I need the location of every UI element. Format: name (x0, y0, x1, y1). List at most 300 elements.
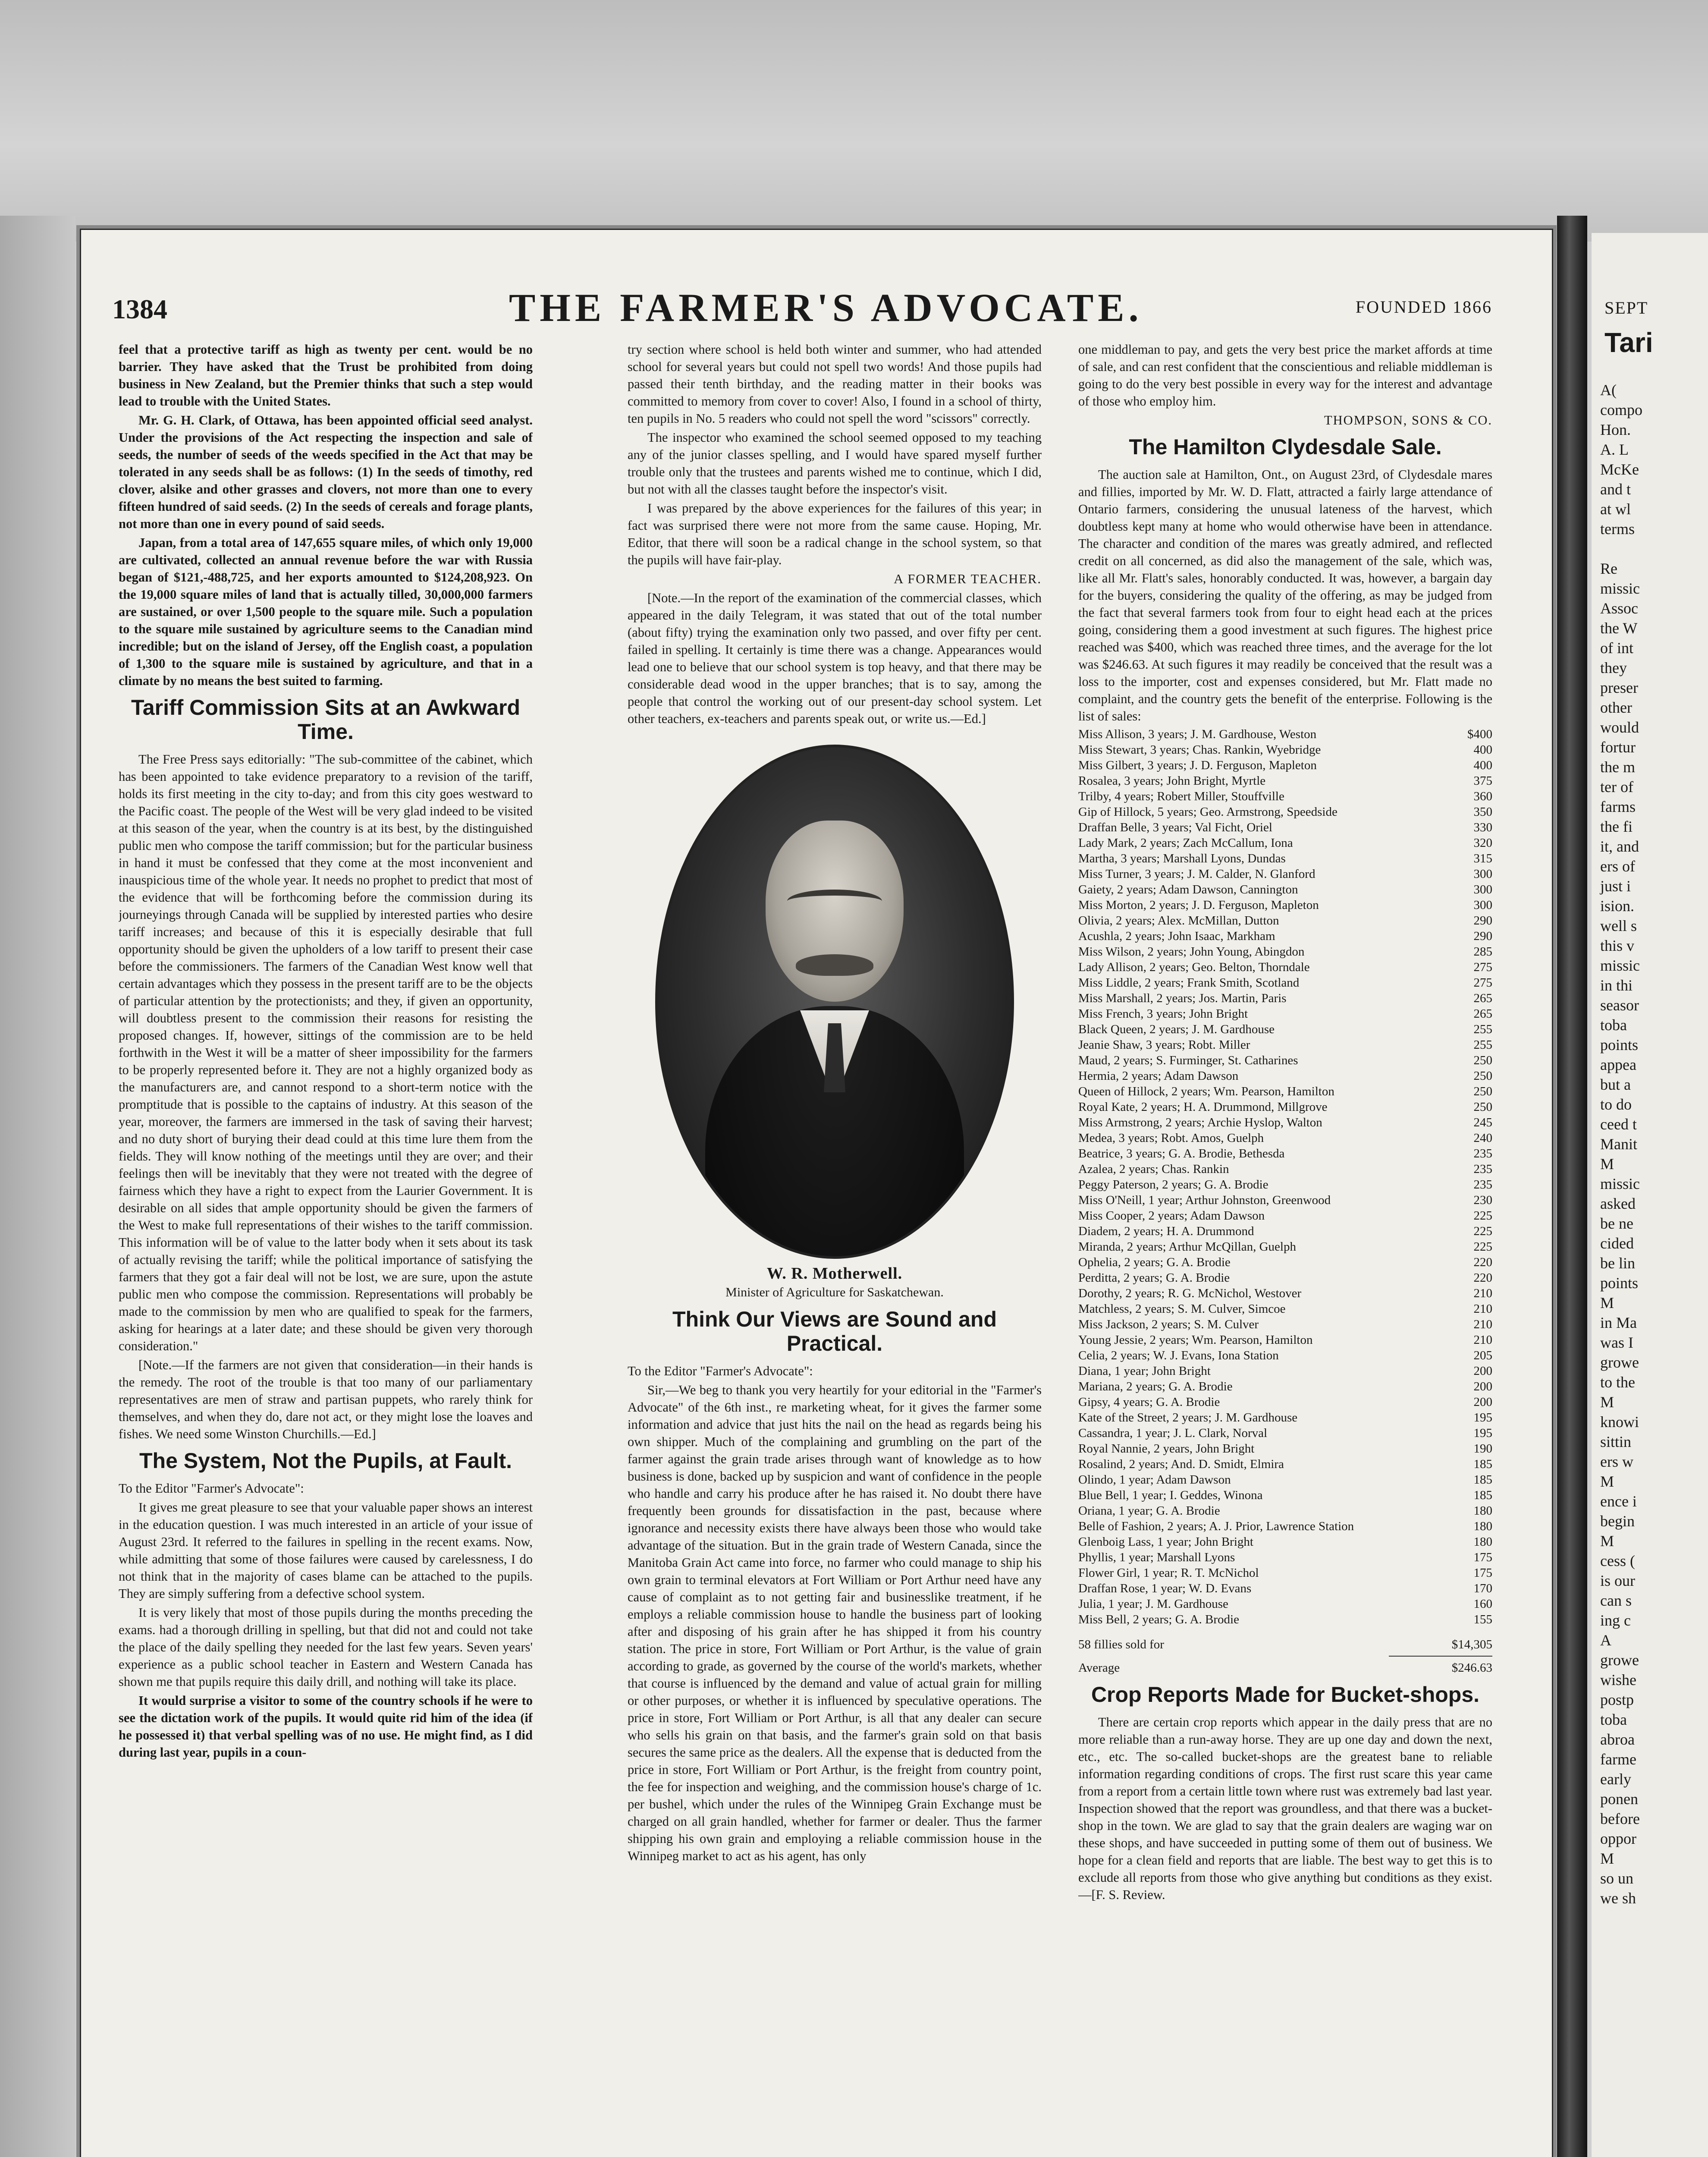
adjacent-text-fragment: preser (1600, 679, 1638, 696)
adjacent-text-fragment: farme (1600, 1751, 1636, 1768)
adjacent-text-fragment: M (1600, 1532, 1614, 1550)
adjacent-text-fragment: toba (1600, 1711, 1627, 1728)
signature: THOMPSON, SONS & CO. (1324, 413, 1492, 428)
adjacent-text-fragment: just i (1600, 877, 1631, 895)
sale-price: 275 (1473, 960, 1492, 974)
adjacent-text-fragment: ceed t (1600, 1116, 1637, 1133)
adjacent-text-fragment: McKe (1600, 461, 1639, 478)
sale-price: 330 (1473, 821, 1492, 834)
sales-row (1078, 1410, 1492, 1425)
total-label: 58 fillies sold for (1078, 1638, 1164, 1651)
sales-row (1078, 1006, 1492, 1022)
sale-entry: Miss Jackson, 2 years; S. M. Culver (1078, 1317, 1259, 1331)
sale-entry: Maud, 2 years; S. Furminger, St. Catharines (1078, 1053, 1298, 1067)
sale-entry: Miss Morton, 2 years; J. D. Ferguson, Mapleton (1078, 898, 1319, 912)
sales-row (1078, 1534, 1492, 1550)
sales-totals (1078, 1636, 1492, 1676)
adjacent-text-fragment: to the (1600, 1374, 1635, 1391)
sale-entry: Matchless, 2 years; S. M. Culver, Simcoe (1078, 1302, 1286, 1316)
adjacent-text-fragment: be ne (1600, 1215, 1633, 1232)
total-rule (1389, 1656, 1492, 1657)
sale-entry: Miss O'Neill, 1 year; Arthur Johnston, Greenwood (1078, 1193, 1331, 1207)
sale-price: 155 (1473, 1613, 1492, 1626)
sale-entry: Miss Liddle, 2 years; Frank Smith, Scotland (1078, 976, 1300, 990)
sale-price: 235 (1473, 1178, 1492, 1192)
publication-title: THE FARMER'S ADVOCATE. (509, 286, 1143, 330)
sale-entry: Diadem, 2 years; H. A. Drummond (1078, 1224, 1254, 1238)
sale-entry: Olindo, 1 year; Adam Dawson (1078, 1473, 1231, 1487)
sales-row (1078, 928, 1492, 944)
sale-price: 195 (1473, 1426, 1492, 1440)
adjacent-text-fragment: growe (1600, 1354, 1639, 1371)
sale-price: 225 (1473, 1240, 1492, 1254)
adjacent-text-fragment: farms (1600, 798, 1636, 815)
adjacent-text-fragment: ter of (1600, 778, 1633, 796)
adjacent-text-fragment: appea (1600, 1056, 1636, 1073)
adjacent-text-fragment: early (1600, 1770, 1631, 1788)
sales-row (1078, 959, 1492, 975)
paragraph: The inspector who examined the school seemed opposed to my teaching any of the junior classes spelling, and I would have spared myself further trouble only that the trustees and parents wished me to continue, which I did, but not with all the classes taught before the inspector's visit. (628, 430, 1042, 497)
average-value: $246.63 (1451, 1661, 1492, 1675)
sale-entry: Beatrice, 3 years; G. A. Brodie, Bethesda (1078, 1147, 1285, 1160)
adjacent-text-fragment: ponen (1600, 1790, 1638, 1808)
editor-note: [Note.—In the report of the examination of the commercial classes, which appeared in the daily Telegram, it was stated that out of the total number (about fifty) trying the examination only two passed, and over fifty per cent. failed in spelling. It certainly is time there was a change. Appearances would lead one to believe that our school system is top heavy, and that there may be considerable dead wood in the upper branches; that is to say, among the people that control the working out of our present-day school system. Let other teachers, ex-teachers and parents speak out, or write us.—Ed.] (628, 591, 1042, 726)
sales-row (1078, 1208, 1492, 1223)
sale-entry: Martha, 3 years; Marshall Lyons, Dundas (1078, 852, 1286, 865)
sale-entry: Miss Armstrong, 2 years; Archie Hyslop, Walton (1078, 1116, 1322, 1129)
sales-row (1078, 1456, 1492, 1472)
sale-entry: Azalea, 2 years; Chas. Rankin (1078, 1162, 1229, 1176)
portrait-caption-name: W. R. Motherwell. (766, 1264, 903, 1283)
portrait-figure (634, 745, 1035, 1301)
sale-entry: Lady Allison, 2 years; Geo. Belton, Thorndale (1078, 960, 1310, 974)
sales-row (1078, 1301, 1492, 1317)
sale-entry: Hermia, 2 years; Adam Dawson (1078, 1069, 1239, 1083)
sale-price: 300 (1473, 867, 1492, 881)
sale-price: 250 (1473, 1085, 1492, 1098)
sale-entry: Acushla, 2 years; John Isaac, Markham (1078, 929, 1275, 943)
sales-row (1078, 1441, 1492, 1456)
adjacent-text-fragment: it, and (1600, 838, 1639, 855)
adjacent-page (1592, 233, 1708, 2157)
sales-row (1078, 1503, 1492, 1519)
sale-price: 250 (1473, 1069, 1492, 1083)
sale-price: 290 (1473, 914, 1492, 928)
adjacent-text-fragment: can s (1600, 1592, 1632, 1609)
sale-entry: Mariana, 2 years; G. A. Brodie (1078, 1380, 1233, 1393)
sale-entry: Rosalea, 3 years; John Bright, Myrtle (1078, 774, 1266, 788)
adjacent-page-title: Tari (1604, 327, 1653, 358)
sales-row (1078, 882, 1492, 897)
sale-entry: Blue Bell, 1 year; I. Geddes, Winona (1078, 1488, 1263, 1502)
adjacent-text-fragment: oppor (1600, 1830, 1636, 1847)
sale-price: 180 (1473, 1519, 1492, 1533)
sales-row (1078, 1270, 1492, 1286)
sale-price: 200 (1473, 1395, 1492, 1409)
adjacent-text-fragment: the m (1600, 758, 1635, 776)
sale-price: 230 (1473, 1193, 1492, 1207)
sale-entry: Miss Cooper, 2 years; Adam Dawson (1078, 1209, 1265, 1223)
scan-left-margin (0, 216, 75, 2157)
sale-entry: Miranda, 2 years; Arthur McQillan, Guelph (1078, 1240, 1296, 1254)
sale-price: 185 (1473, 1457, 1492, 1471)
adjacent-text-fragment: A. L (1600, 441, 1629, 458)
sales-row (1078, 913, 1492, 928)
sale-price: 320 (1473, 836, 1492, 850)
adjacent-text-fragment: ers w (1600, 1453, 1633, 1470)
sale-entry: Ophelia, 2 years; G. A. Brodie (1078, 1255, 1231, 1269)
sale-entry: Perditta, 2 years; G. A. Brodie (1078, 1271, 1230, 1285)
adjacent-text-fragment: at wl (1600, 500, 1631, 518)
paragraph: I was prepared by the above experiences for the failures of this year; in fact was surprised there were not more from the same cause. Hoping, Mr. Editor, that there will soon be a radical change in the school system, so that the pupils will have fair-play. (628, 501, 1042, 567)
headline-views: Think Our Views are Sound and Practical. (672, 1307, 997, 1355)
sale-price: 250 (1473, 1053, 1492, 1067)
headline-hamilton: The Hamilton Clydesdale Sale. (1129, 435, 1442, 459)
sales-row (1078, 1332, 1492, 1348)
sale-price: 175 (1473, 1566, 1492, 1580)
adjacent-text-fragment: is our (1600, 1572, 1635, 1589)
sale-price: 300 (1473, 898, 1492, 912)
adjacent-page-fragments (1592, 380, 1708, 1908)
adjacent-text-fragment: missic (1600, 1175, 1640, 1192)
sales-row (1078, 1519, 1492, 1534)
sales-row (1078, 990, 1492, 1006)
sale-price: 265 (1473, 991, 1492, 1005)
paragraph: It is very likely that most of those pupils during the months preceding the exams. had a thorough drilling in spelling, but that did not and could not take the place of the daily spelling they needed for the last few years. Seven years' experience as a public school teacher in Eastern and Western Canada has shown me that pupils require this daily drill, and nothing will take its place. (119, 1605, 533, 1689)
sale-price: 200 (1473, 1380, 1492, 1393)
adjacent-text-fragment: missic (1600, 957, 1640, 974)
sale-entry: Oriana, 1 year; G. A. Brodie (1078, 1504, 1220, 1518)
sale-price: 210 (1473, 1286, 1492, 1300)
sale-entry: Dorothy, 2 years; R. G. McNichol, Westover (1078, 1286, 1302, 1300)
salutation: To the Editor "Farmer's Advocate": (119, 1481, 304, 1496)
sale-entry: Phyllis, 1 year; Marshall Lyons (1078, 1550, 1235, 1564)
sale-entry: Queen of Hillock, 2 years; Wm. Pearson, Hamilton (1078, 1085, 1334, 1098)
sales-row (1078, 1177, 1492, 1192)
sales-row (1078, 1022, 1492, 1037)
total-row (1078, 1636, 1492, 1653)
adjacent-text-fragment: before (1600, 1810, 1640, 1827)
adjacent-text-fragment: and t (1600, 481, 1631, 498)
adjacent-text-fragment: abroa (1600, 1731, 1635, 1748)
sale-price: 375 (1473, 774, 1492, 788)
sale-entry: Kate of the Street, 2 years; J. M. Gardhouse (1078, 1411, 1298, 1424)
adjacent-text-fragment: the fi (1600, 818, 1633, 835)
sales-list (1078, 726, 1492, 1627)
headline-system: The System, Not the Pupils, at Fault. (139, 1449, 512, 1473)
sales-row (1078, 1487, 1492, 1503)
sale-entry: Draffan Belle, 3 years; Val Ficht, Oriel (1078, 821, 1272, 834)
adjacent-text-fragment: M (1600, 1294, 1614, 1311)
sales-row (1078, 1581, 1492, 1596)
sales-row (1078, 1255, 1492, 1270)
sales-row (1078, 1596, 1492, 1612)
sale-entry: Medea, 3 years; Robt. Amos, Guelph (1078, 1131, 1264, 1145)
adjacent-text-fragment: in thi (1600, 977, 1633, 994)
sale-entry: Olivia, 2 years; Alex. McMillan, Dutton (1078, 914, 1279, 928)
sale-entry: Miss Marshall, 2 years; Jos. Martin, Paris (1078, 991, 1287, 1005)
sale-price: 220 (1473, 1271, 1492, 1285)
adjacent-text-fragment: was I (1600, 1334, 1633, 1351)
sale-price: 255 (1473, 1038, 1492, 1052)
average-label: Average (1078, 1661, 1120, 1675)
sales-row (1078, 1286, 1492, 1301)
sale-entry: Gip of Hillock, 5 years; Geo. Armstrong, Speedside (1078, 805, 1338, 819)
sale-price: 160 (1473, 1597, 1492, 1611)
adjacent-text-fragment: points (1600, 1274, 1639, 1292)
sale-entry: Diana, 1 year; John Bright (1078, 1364, 1211, 1378)
sales-row (1078, 820, 1492, 835)
sales-row (1078, 1550, 1492, 1565)
paragraph: The auction sale at Hamilton, Ont., on August 23rd, of Clydesdale mares and fillies, imported by Mr. W. D. Flatt, attracted a fairly large attendance of Ontario farmers, considering the unusual lateness of the harvest, which doubtless kept many at home who would otherwise have been in attendance. The character and condition of the mares was greatly admired, and reflected credit on all concerned, as did also the management of the sale, which was, like all Mr. Flatt's sales, honorably conducted. It was, however, a bargain day for the buyers, considering the quality of the offering, as may be judged from the fact that several farmers took from four to eight head each at the prices going, considering them a good investment at such figures. The highest price reached was $400, which was reached three times, and the average for the lot was $246.63. At such figures it may readily be conceived that the result was a loss to the importer, cost and expenses considered, but Mr. Flatt made no complaint, and the country gets the benefit of the enterprise. Following is the list of sales: (1078, 467, 1492, 723)
adjacent-text-fragment: they (1600, 659, 1627, 676)
founded-note: FOUNDED 1866 (1355, 297, 1492, 317)
sales-row (1078, 897, 1492, 913)
adjacent-text-fragment: postp (1600, 1691, 1634, 1708)
sales-row (1078, 1472, 1492, 1487)
book-spine (1557, 216, 1587, 2157)
adjacent-text-fragment: ers of (1600, 858, 1635, 875)
sales-row (1078, 1037, 1492, 1053)
adjacent-text-fragment: fortur (1600, 739, 1636, 756)
sales-row (1078, 1223, 1492, 1239)
sale-price: 250 (1473, 1100, 1492, 1114)
adjacent-text-fragment: Hon. (1600, 421, 1631, 438)
sales-row (1078, 726, 1492, 742)
sales-row (1078, 1130, 1492, 1146)
adjacent-text-fragment: missic (1600, 580, 1640, 597)
adjacent-text-fragment: toba (1600, 1016, 1627, 1034)
sales-row (1078, 1068, 1492, 1084)
paragraph: It would surprise a visitor to some of the country schools if he were to see the dictation work of the pupils. It would quite rid him of the idea (if he possessed it) that verbal spelling was of no use. He might find, as I did during last year, pupils in a coun- (119, 1693, 533, 1760)
paragraph: try section where school is held both winter and summer, who had attended school for several years but could not spell two words! And those pupils had passed their tenth birthday, and the reading matter in their books was committed to memory from cover to cover! Also, I found in a school of thirty, ten pupils in No. 5 readers who could not spell the word "scissors" correctly. (628, 342, 1042, 426)
paragraph: Mr. G. H. Clark, of Ottawa, has been appointed official seed analyst. Under the provisions of the Act respecting the inspection and sale of seeds, the number of seeds of the weeds specified in the Act that may be tolerated in any seeds shall be as follows: (1) In the seeds of timothy, red clover, alsike and other grasses and clovers, not more than one to every fifteen hundred of said seeds. (2) In the seeds of cereals and forage plants, not more than one in every pound of said seeds. (119, 413, 533, 531)
sale-price: 315 (1473, 852, 1492, 865)
sales-row (1078, 1053, 1492, 1068)
adjacent-text-fragment: M (1600, 1473, 1614, 1490)
paragraph: The Free Press says editorially: "The sub-committee of the cabinet, which has been appointed to take evidence preparatory to a revision of the tariff, holds its first meeting in the city to-day; and from this city goes westward to the Pacific coast. The people of the West will be very glad indeed to be visited at this season of the year, when the country is at its best, by the distinguished public men who compose the tariff commission; but for the particular business in hand it must be confessed that they come at the most inconvenient and inauspicious time of the whole year. It needs no prophet to predict that most of the evidence that will be forthcoming before the commission during its journeyings through Canada will be supplied by interested parties who desire tariff increases; and because of this it is especially desirable that full opportunity should be given the upholders of a low tariff to present their case before the commissioners. The farmers of the Canadian West know well that certain advantages which they possess in the present tariff are to be the objects of particular attention by the protectionists; and they, if given an opportunity, will doubtless present to the commission their reasons for resisting the proposed changes. If, however, sittings of the commission are to be held forthwith in the West it will be a matter of sheer impossibility for the farmers to be properly represented before it. They are not a highly organized body as the manufacturers are, and cannot respond to a short-term notice with the promptitude that is possible to the captains of industry. At this season of the year, moreover, the farmers are immersed in the task of saving their harvest; and no duty short of burying their dead could at this time lure them from the fields. They will know nothing of the meetings until they are over; and their feelings then will be inevitably that they were not treated with the degree of fairness which they have a right to expect from the Laurier Government. It is desirable on all sides that ample opportunity should be given the farmers of the West to make full representations of their wishes to the tariff commission. This information will be of value to the latter body when it sets about its task of actually revising the tariff; while the political importance of satisfying the farmers that they got a fair deal will not be lost, we are sure, upon the astute public men who compose the commission. Representations will probably be made to the commission by men who are qualified to speak for the farmers, asking for hearings at a later date; and these should be given very thorough consideration." (119, 752, 533, 1353)
paragraph: Japan, from a total area of 147,655 square miles, of which only 19,000 are cultivated, collected an annual revenue before the war with Russia began of $121,-488,725, and her exports amounted to $124,208,923. On the 19,000 square miles of land that is actually tilled, 30,000,000 farmers are sustained, or over 1,500 people to the square mile. Such a population to the square mile sustained by agriculture seems to the Canadian mind incredible; but on the island of Jersey, off the English coast, a population of 1,300 to the square mile is sustained by agriculture, and that in a climate by no means the best suited to farming. (119, 535, 533, 688)
adjacent-text-fragment: growe (1600, 1651, 1639, 1669)
adjacent-text-fragment: seasor (1600, 997, 1639, 1014)
sale-price: 190 (1473, 1442, 1492, 1456)
sales-row (1078, 866, 1492, 882)
sales-row (1078, 1612, 1492, 1627)
sale-price: 245 (1473, 1116, 1492, 1129)
adjacent-text-fragment: compo (1600, 401, 1642, 418)
sale-entry: Lady Mark, 2 years; Zach McCallum, Iona (1078, 836, 1293, 850)
adjacent-text-fragment: would (1600, 719, 1639, 736)
sale-entry: Gaiety, 2 years; Adam Dawson, Cannington (1078, 883, 1298, 896)
sale-entry: Celia, 2 years; W. J. Evans, Iona Station (1078, 1349, 1279, 1362)
sale-entry: Flower Girl, 1 year; R. T. McNichol (1078, 1566, 1259, 1580)
sale-entry: Miss Wilson, 2 years; John Young, Abingdon (1078, 945, 1305, 959)
sales-row (1078, 1317, 1492, 1332)
sales-row (1078, 1146, 1492, 1161)
sale-entry: Draffan Rose, 1 year; W. D. Evans (1078, 1582, 1252, 1595)
sales-row (1078, 804, 1492, 820)
column-1 (119, 341, 533, 2157)
masthead (112, 285, 1492, 332)
adjacent-text-fragment: Assoc (1600, 600, 1638, 617)
adjacent-text-fragment: cess ( (1600, 1552, 1635, 1569)
sale-entry: Royal Kate, 2 years; H. A. Drummond, Millgrove (1078, 1100, 1328, 1114)
editor-note: [Note.—If the farmers are not given that consideration—in their hands is the remedy. The root of the trouble is that too many of our parliamentary representatives are men of straw and partisan puppets, who rarely think for themselves, and when they do, dare not act, or they might lose the loaves and fishes. We need some Winston Churchills.—Ed.] (119, 1358, 533, 1441)
portrait-caption-title: Minister of Agriculture for Saskatchewan. (725, 1285, 944, 1299)
sale-price: 185 (1473, 1488, 1492, 1502)
sale-price: 220 (1473, 1255, 1492, 1269)
sale-price: 400 (1473, 743, 1492, 757)
adjacent-text-fragment: we sh (1600, 1890, 1636, 1907)
sale-price: 400 (1473, 758, 1492, 772)
sale-price: $400 (1467, 727, 1492, 741)
sale-price: 360 (1473, 789, 1492, 803)
sale-entry: Jeanie Shaw, 3 years; Robt. Miller (1078, 1038, 1250, 1052)
sales-row (1078, 944, 1492, 959)
sale-entry: Julia, 1 year; J. M. Gardhouse (1078, 1597, 1228, 1611)
average-row (1078, 1659, 1492, 1676)
sale-price: 285 (1473, 945, 1492, 959)
adjacent-text-fragment: M (1600, 1393, 1614, 1411)
paragraph: feel that a protective tariff as high as twenty per cent. would be no barrier. They have asked that the Trust be prohibited from doing business in New Zealand, but the Premier thinks that such a step would lead to trouble with the United States. (119, 342, 533, 409)
adjacent-text-fragment: ence i (1600, 1493, 1637, 1510)
sale-entry: Young Jessie, 2 years; Wm. Pearson, Hamilton (1078, 1333, 1313, 1347)
sale-price: 175 (1473, 1550, 1492, 1564)
adjacent-text-fragment: asked (1600, 1195, 1636, 1212)
sales-row (1078, 835, 1492, 851)
adjacent-text-fragment: so un (1600, 1870, 1634, 1887)
sale-entry: Trilby, 4 years; Robert Miller, Stouffville (1078, 789, 1284, 803)
sale-price: 210 (1473, 1317, 1492, 1331)
sale-price: 235 (1473, 1162, 1492, 1176)
adjacent-text-fragment: Re (1600, 560, 1617, 577)
adjacent-page-header: SEPT (1604, 298, 1648, 318)
paragraph: one middleman to pay, and gets the very best price the market affords at time of sale, and can rest confident that the conscientious and reliable middleman is going to do the very best possible in every way for the interest and advantage of those who employ him. (1078, 342, 1492, 409)
adjacent-text-fragment: well s (1600, 917, 1637, 934)
adjacent-text-fragment: begin (1600, 1512, 1635, 1530)
sale-entry: Miss Bell, 2 years; G. A. Brodie (1078, 1613, 1239, 1626)
sale-price: 205 (1473, 1349, 1492, 1362)
sales-row (1078, 1363, 1492, 1379)
adjacent-text-fragment: ision. (1600, 897, 1635, 915)
sale-price: 170 (1473, 1582, 1492, 1595)
column-3 (1078, 341, 1492, 2157)
sales-row (1078, 1099, 1492, 1115)
sale-entry: Rosalind, 2 years; And. D. Smidt, Elmira (1078, 1457, 1284, 1471)
sale-entry: Miss Stewart, 3 years; Chas. Rankin, Wyebridge (1078, 743, 1321, 757)
sales-row (1078, 789, 1492, 804)
sale-price: 180 (1473, 1504, 1492, 1518)
sale-price: 185 (1473, 1473, 1492, 1487)
sale-price: 225 (1473, 1209, 1492, 1223)
adjacent-text-fragment: M (1600, 1155, 1614, 1173)
sales-row (1078, 1084, 1492, 1099)
adjacent-text-fragment: of int (1600, 639, 1633, 657)
paragraph: Sir,—We beg to thank you very heartily for your editorial in the "Farmer's Advocate" of the 6th inst., re marketing wheat, for it gives the farmer some information and advice that just hits the nail on the head as regards being his own shipper. Much of the complaining and grumbling on the part of the farmer against the grain trade arises through want of knowledge as to how business is done, backed up by suspicion and want of confidence in the people who handle and carry his produce after he has raised it. No doubt there have frequently been grounds for dissatisfaction in the past, because where ignorance and necessity exists there have always been those who would take advantage of the situation. But in the grain trade of Western Canada, since the Manitoba Grain Act came into force, no farmer who could manage to ship his own grain to terminal elevators at Fort William or Port Arthur need have any cause of complaint as to not getting fair and businesslike treatment, if he employs a reliable commission house to handle the business part of looking after and disposing of his grain after he has shipped it from his country station. The price in store, Fort William or Port Arthur, is the value of grain according to grade, as governed by the course of the world's markets, whether that course is influenced by the demand and value of actual grain for milling or other purposes, or whether it is influenced by speculative operations. The price in store, Fort William or Port Arthur, is all that any dealer can secure who sells his grain on that basis, and the farmer's grain sold on that basis secures the same price as the dealers. All the expense that is deducted from the price in store, Fort William or Port Arthur, is the freight from country point, the fee for inspection and weighing, and the commission house's charge of 1c. per bushel, which under the rules of the Winnipeg Grain Exchange must be charged on all grain handled, whether for farmer or dealer. Thus the farmer shipping his own grain and employing a reliable commission house in the Winnipeg market to act as his agent, has only (628, 1383, 1042, 1863)
adjacent-text-fragment: to do (1600, 1096, 1632, 1113)
adjacent-text-fragment: the W (1600, 619, 1638, 637)
adjacent-text-fragment: other (1600, 699, 1632, 716)
sales-row (1078, 1565, 1492, 1581)
portrait-photo (655, 745, 1014, 1259)
adjacent-text-fragment: knowi (1600, 1413, 1639, 1431)
adjacent-text-fragment: points (1600, 1036, 1639, 1053)
sale-price: 240 (1473, 1131, 1492, 1145)
paragraph: It gives me great pleasure to see that your valuable paper shows an interest in the education question. I was much interested in an article of your issue of August 23rd. It referred to the failures in spelling in the recent exams. Now, while admitting that some of those failures were caused by carelessness, I do not think that in the majority of cases blame can be attached to the pupils. They are simply suffering from a defective school system. (119, 1500, 533, 1601)
sales-row (1078, 1161, 1492, 1177)
sale-price: 290 (1473, 929, 1492, 943)
headline-tariff: Tariff Commission Sits at an Awkward Time. (131, 695, 521, 744)
sales-row (1078, 1192, 1492, 1208)
sale-entry: Miss Gilbert, 3 years; J. D. Ferguson, Mapleton (1078, 758, 1317, 772)
portrait-brow (787, 890, 882, 913)
page-number: 1384 (112, 294, 167, 324)
adjacent-text-fragment: A( (1600, 381, 1617, 399)
salutation: To the Editor "Farmer's Advocate": (628, 1364, 813, 1378)
sale-entry: Belle of Fashion, 2 years; A. J. Prior, Lawrence Station (1078, 1519, 1354, 1533)
sales-row (1078, 1239, 1492, 1255)
adjacent-text-fragment: M (1600, 1850, 1614, 1867)
sale-entry: Black Queen, 2 years; J. M. Gardhouse (1078, 1022, 1275, 1036)
signature: A FORMER TEACHER. (894, 572, 1042, 586)
sale-price: 210 (1473, 1302, 1492, 1316)
sales-row (1078, 1379, 1492, 1394)
portrait-moustache (796, 954, 873, 976)
adjacent-text-fragment: this v (1600, 937, 1635, 954)
sale-price: 180 (1473, 1535, 1492, 1549)
sale-price: 255 (1473, 1022, 1492, 1036)
sales-row (1078, 1348, 1492, 1363)
sales-row (1078, 1115, 1492, 1130)
sale-entry: Miss Turner, 3 years; J. M. Calder, N. Glanford (1078, 867, 1316, 881)
adjacent-text-fragment: terms (1600, 520, 1635, 538)
sales-row (1078, 975, 1492, 990)
scan-top-margin (0, 0, 1708, 242)
adjacent-text-fragment: ing c (1600, 1612, 1631, 1629)
adjacent-text-fragment (1600, 539, 1708, 559)
sales-row (1078, 773, 1492, 789)
sale-entry: Peggy Paterson, 2 years; G. A. Brodie (1078, 1178, 1268, 1192)
sales-row (1078, 1394, 1492, 1410)
sale-entry: Glenboig Lass, 1 year; John Bright (1078, 1535, 1253, 1549)
sale-entry: Miss French, 3 years; John Bright (1078, 1007, 1248, 1021)
sales-row (1078, 742, 1492, 758)
total-value: $14,305 (1451, 1638, 1492, 1651)
sales-row (1078, 758, 1492, 773)
sales-row (1078, 1425, 1492, 1441)
sale-price: 300 (1473, 883, 1492, 896)
sale-price: 350 (1473, 805, 1492, 819)
adjacent-text-fragment: sittin (1600, 1433, 1632, 1450)
adjacent-text-fragment: but a (1600, 1076, 1631, 1093)
sale-entry: Miss Allison, 3 years; J. M. Gardhouse, Weston (1078, 727, 1317, 741)
adjacent-text-fragment: cided (1600, 1235, 1634, 1252)
column-2 (628, 341, 1042, 2157)
adjacent-text-fragment: Manit (1600, 1135, 1637, 1153)
sale-entry: Cassandra, 1 year; J. L. Clark, Norval (1078, 1426, 1268, 1440)
sale-price: 200 (1473, 1364, 1492, 1378)
adjacent-text-fragment: wishe (1600, 1671, 1636, 1688)
sale-price: 235 (1473, 1147, 1492, 1160)
sale-price: 195 (1473, 1411, 1492, 1424)
adjacent-text-fragment: be lin (1600, 1255, 1635, 1272)
sale-price: 265 (1473, 1007, 1492, 1021)
sale-price: 210 (1473, 1333, 1492, 1347)
sale-entry: Royal Nannie, 2 years, John Bright (1078, 1442, 1255, 1456)
sales-row (1078, 851, 1492, 866)
sale-entry: Gipsy, 4 years; G. A. Brodie (1078, 1395, 1220, 1409)
adjacent-text-fragment: A (1600, 1632, 1611, 1649)
